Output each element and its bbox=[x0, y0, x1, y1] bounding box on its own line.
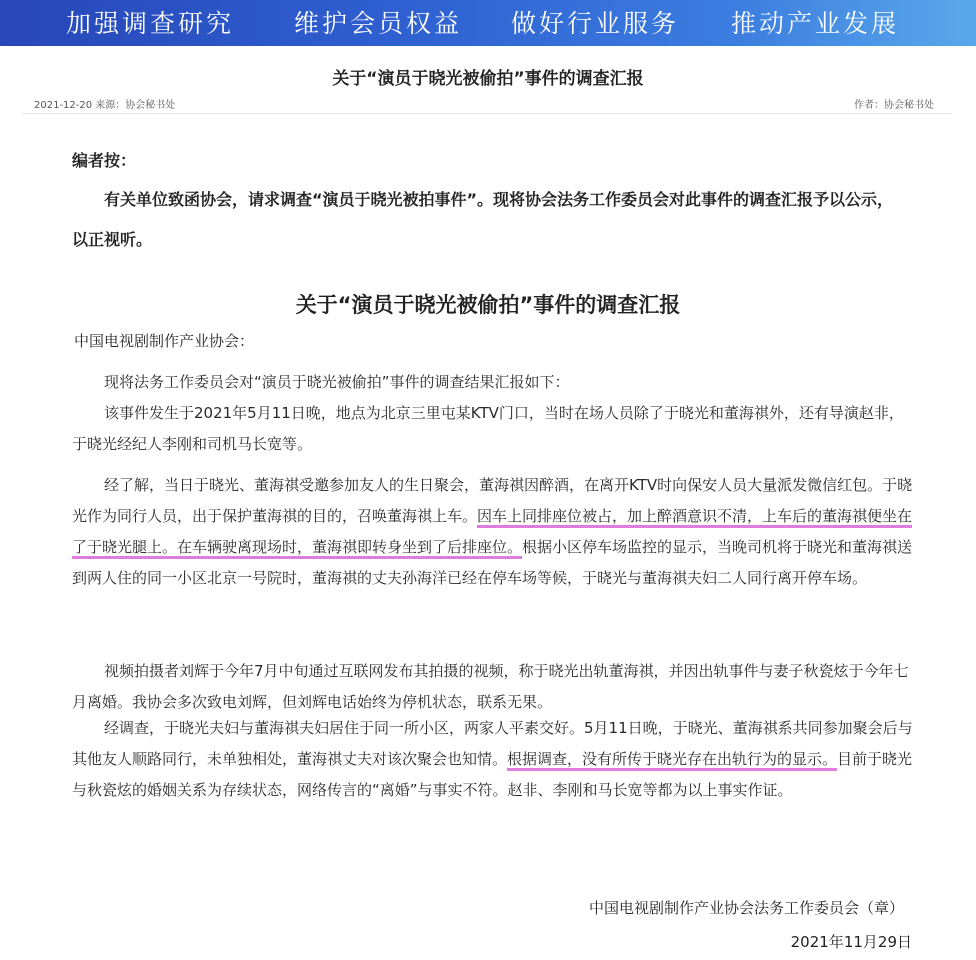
highlighted-text: 因车上同排座位被占，加上醉酒意识不清，上车后的董海祺便坐在了于晓光腿上。在车辆驶离现场时，董海祺即转身坐到了后排座位。 bbox=[72, 507, 913, 556]
banner-slogan-3: 做好行业服务 bbox=[511, 9, 680, 38]
report-paragraph-3 bbox=[72, 470, 916, 594]
report-paragraph-1: 现将法务工作委员会对“演员于晓光被偷拍”事件的调查结果汇报如下： bbox=[104, 373, 570, 391]
report-title: 关于“演员于晓光被偷拍”事件的调查汇报 bbox=[295, 293, 681, 317]
banner-slogan-2: 维护会员权益 bbox=[294, 9, 463, 38]
article-title: 关于“演员于晓光被偷拍”事件的调查汇报 bbox=[332, 69, 644, 89]
banner-slogan-4: 推动产业发展 bbox=[731, 9, 900, 38]
report-paragraph-5 bbox=[72, 713, 916, 806]
article-date-source: 2021-12-20 来源：协会秘书处 bbox=[34, 100, 176, 111]
header-banner bbox=[0, 0, 976, 46]
editor-note-body: 有关单位致函协会，请求调查“演员于晓光被拍事件”。现将协会法务工作委员会对此事件的调查汇报予以公示，以正视听。 bbox=[72, 190, 894, 249]
highlighted-text: 根据调查，没有所传于晓光存在出轨行为的显示。 bbox=[507, 750, 838, 768]
paragraph-text: 根据小区停车场监控的显示，当晚司机将于晓光和董海祺送到两人住的同一小区北京一号院时，董海祺的丈夫孙海洋已经在停车场等候，于晓光与董海祺夫妇二人同行离开停车场。 bbox=[72, 538, 913, 587]
editor-note-heading: 编者按： bbox=[72, 151, 137, 170]
report-salutation: 中国电视剧制作产业协会： bbox=[74, 332, 255, 350]
paragraph-text: 经调查，于晓光夫妇与董海祺夫妇居住于同一所小区，两家人平素交好。5月11日晚，于晓光、董海祺系共同参加聚会后与其他友人顺路同行，未单独相处，董海祺丈夫对该次聚会也知情。 bbox=[72, 719, 913, 768]
banner-slogan-1: 加强调查研究 bbox=[66, 9, 235, 38]
article-author: 作者：协会秘书处 bbox=[854, 100, 934, 111]
paragraph-text: 目前于晓光与秋瓷炫的婚姻关系为存续状态，网络传言的“离婚”与事实不符。赵非、李刚和马长宽等都为以上事实作证。 bbox=[72, 750, 913, 799]
report-signature: 中国电视剧制作产业协会法务工作委员会（章） bbox=[588, 899, 904, 917]
report-date: 2021年11月29日 bbox=[790, 933, 912, 951]
report-paragraph-2: 该事件发生于2021年5月11日晚，地点为北京三里屯某KTV门口，当时在场人员除了于晓光和董海祺外，还有导演赵非，于晓光经纪人李刚和司机马长宽等。 bbox=[72, 404, 904, 453]
header-divider bbox=[22, 113, 952, 114]
paragraph-text: 经了解，当日于晓光、董海祺受邀参加友人的生日聚会，董海祺因醉酒，在离开KTV时向保安人员大量派发微信红包。于晓光作为同行人员，出于保护董海祺的目的，召唤董海祺上车。 bbox=[72, 476, 913, 525]
report-paragraph-4: 视频拍摄者刘辉于今年7月中旬通过互联网发布其拍摄的视频，称于晓光出轨董海祺，并因出轨事件与妻子秋瓷炫于今年七月离婚。我协会多次致电刘辉，但刘辉电话始终为停机状态，联系无果。 bbox=[72, 662, 909, 711]
